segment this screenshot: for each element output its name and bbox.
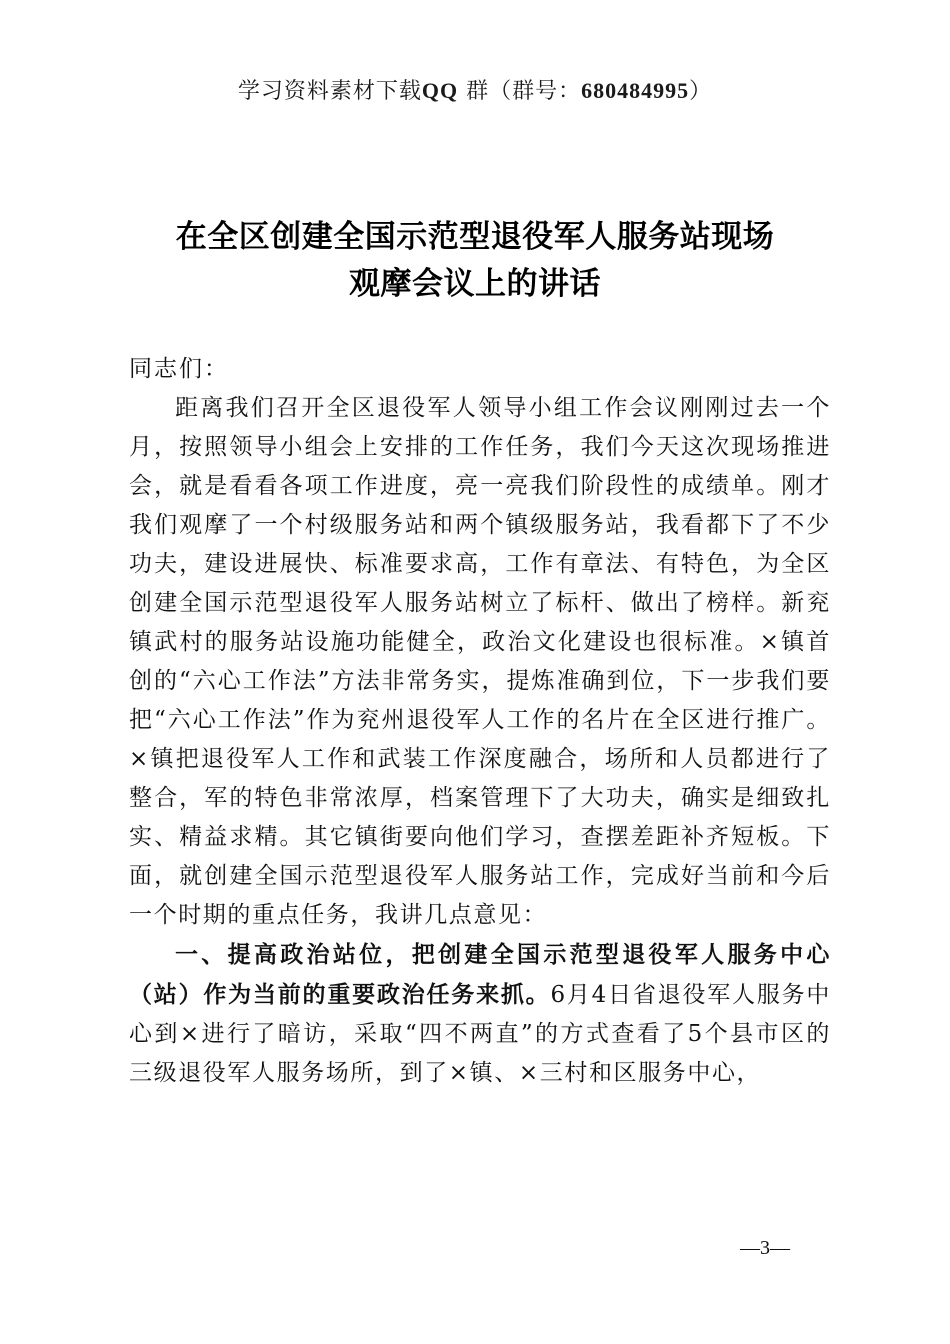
notice-qq: QQ — [421, 78, 459, 103]
title-line-2: 观摩会议上的讲话 — [349, 266, 601, 302]
download-notice — [0, 74, 950, 109]
notice-mid: 群（群号： — [458, 79, 582, 104]
speech-body — [129, 350, 831, 1093]
page-number: —3— — [740, 1237, 790, 1259]
section-1-text: 6月4日省退役军人服务中心到×进行了暗访，采取“四不两直”的方式查看了5个县市区的三级退役军人服务场所，到了×镇、×三村和区服务中心， — [129, 982, 831, 1086]
salutation: 同志们： — [129, 356, 229, 382]
paragraph-opening: 距离我们召开全区退役军人领导小组工作会议刚刚过去一个月，按照领导小组会上安排的工作任务，我们今天这次现场推进会，就是看看各项工作进度，亮一亮我们阶段性的成绩单。刚才我们观摩了一个村级服务站和两个镇级服务站，我看都下了不少功夫，建设进展快、标准要求高，工作有章法、有特色，为全区创建全国示范型退役军人服务站树立了标杆、做出了榜样。新兖镇武村的服务站设施功能健全，政治文化建设也很标准。×镇首创的“六心工作法”方法非常务实，提炼准确到位，下一步我们要把“六心工作法”作为兖州退役军人工作的名片在全区进行推广。×镇把退役军人工作和武装工作深度融合，场所和人员都进行了整合，军的特色非常浓厚，档案管理下了大功夫，确实是细致扎实、精益求精。其它镇街要向他们学习，查摆差距补齐短板。下面，就创建全国示范型退役军人服务站工作，完成好当前和今后一个时期的重点任务，我讲几点意见： — [129, 395, 831, 928]
notice-prefix: 学习资料素材下载 — [237, 79, 422, 104]
notice-group-number: 680484995 — [581, 78, 690, 103]
notice-suffix: ） — [689, 79, 713, 104]
speech-title — [100, 214, 850, 308]
section-1-heading: 一、提高政治站位，把创建全国示范型退役军人服务中心（站）作为当前的重要政治任务来抓。 — [129, 941, 831, 1008]
title-line-1: 在全区创建全国示范型退役军人服务站现场 — [175, 219, 775, 255]
paragraph-section-1 — [129, 935, 831, 1093]
